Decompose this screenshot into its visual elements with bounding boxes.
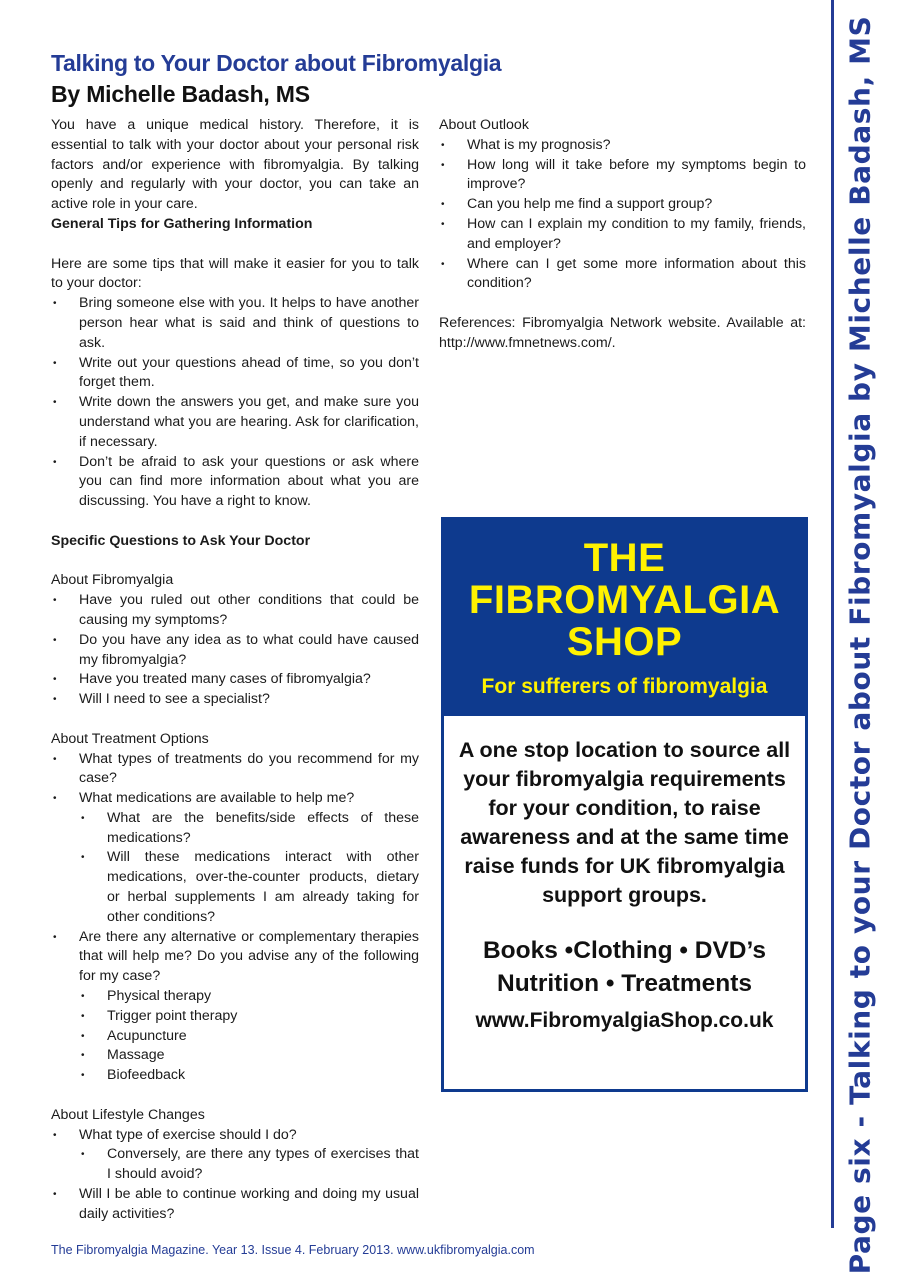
ad-title-line: SHOP — [566, 620, 683, 664]
left-column — [51, 116, 419, 1225]
list-item: • How long will it take before my symptoms begin to improve? — [439, 156, 806, 196]
ad-tagline: For sufferers of fibromyalgia — [481, 675, 768, 698]
references: References: Fibromyalgia Network website. Available at: http://www.fmnetnews.com/. — [439, 314, 806, 351]
ad-title-line: THE — [583, 536, 666, 580]
list-item: • Are there any alternative or complementary therapies that will help me? Do you advise any of the following for my case? — [51, 928, 419, 987]
tips-intro: Here are some tips that will make it easier for you to talk to your doctor: — [51, 255, 419, 292]
list-item: • Acupuncture — [79, 1027, 419, 1047]
tips-list — [51, 294, 419, 512]
about-treatment-heading: About Treatment Options — [51, 730, 209, 747]
sidebar-page-label: Page six - Talking to your Doctor about Fibromyalgia by Michelle Badash, MS — [843, 15, 877, 1275]
intro-paragraph: You have a unique medical history. Therefore, it is essential to talk with your doctor about your personal risk factors and/or experience with fibromyalgia. By talking openly and regularly with your doctor, you can take an active role in your care. — [51, 117, 419, 213]
list-item: • Do you have any idea as to what could have caused my fibromyalgia? — [51, 631, 419, 671]
fibromyalgia-shop-ad[interactable] — [441, 517, 808, 1092]
article-title: Talking to Your Doctor about Fibromyalgia — [51, 50, 502, 76]
list-item: • Have you treated many cases of fibromyalgia? — [51, 670, 419, 690]
list-item: • Massage — [79, 1046, 419, 1066]
page-footer: The Fibromyalgia Magazine. Year 13. Issue 4. February 2013. www.ukfibromyalgia.com — [51, 1243, 535, 1257]
ad-header — [441, 517, 808, 716]
list-item: • Can you help me find a support group? — [439, 195, 806, 215]
lifestyle-questions-2 — [51, 1185, 419, 1225]
list-item: • Bring someone else with you. It helps to have another person hear what is said and think of questions to ask. — [51, 294, 419, 353]
about-fibromyalgia-heading: About Fibromyalgia — [51, 572, 174, 589]
ad-title — [441, 517, 808, 663]
ad-body — [444, 716, 805, 1089]
therapy-question — [51, 928, 419, 987]
ad-title-line: FIBROMYALGIA — [468, 578, 781, 622]
list-item: • What are the benefits/side effects of these medications? — [79, 809, 419, 849]
ad-description: A one stop location to source all your fibromyalgia requirements for your condition, to raise awareness and at the same time raise funds for UK fibromyalgia support groups. — [458, 738, 791, 907]
fibromyalgia-questions — [51, 591, 419, 710]
list-item: • What type of exercise should I do? — [51, 1126, 419, 1146]
medication-subquestions — [51, 809, 419, 928]
list-item: • Biofeedback — [79, 1066, 419, 1086]
list-item: • Will I be able to continue working and doing my usual daily activities? — [51, 1185, 419, 1225]
about-lifestyle-heading: About Lifestyle Changes — [51, 1106, 205, 1123]
list-item: • Conversely, are there any types of exercises that I should avoid? — [79, 1145, 419, 1185]
ad-products-line: Nutrition • Treatments — [497, 970, 752, 997]
list-item: • What is my prognosis? — [439, 136, 806, 156]
right-column — [439, 116, 806, 354]
list-item: • Physical therapy — [79, 987, 419, 1007]
list-item: • Where can I get some more information about this condition? — [439, 255, 806, 295]
list-item: • Don’t be afraid to ask your questions or ask where you can find more information about what you are discussing. You have a right to know. — [51, 453, 419, 512]
about-outlook-heading: About Outlook — [439, 117, 529, 133]
list-item: • Write out your questions ahead of time, so you don’t forget them. — [51, 354, 419, 394]
ad-products — [444, 934, 805, 1000]
general-tips-heading: General Tips for Gathering Information — [51, 215, 313, 232]
list-item: • What types of treatments do you recommend for my case? — [51, 750, 419, 790]
list-item: • What medications are available to help me? — [51, 789, 419, 809]
outlook-questions — [439, 136, 806, 294]
treatment-questions — [51, 750, 419, 809]
list-item: • Will I need to see a specialist? — [51, 690, 419, 710]
list-item: • Will these medications interact with other medications, over-the-counter products, dietary or herbal supplements I am already taking for other conditions? — [79, 848, 419, 927]
lifestyle-questions — [51, 1126, 419, 1146]
ad-url-link[interactable]: www.FibromyalgiaShop.co.uk — [475, 1009, 774, 1032]
therapy-list — [51, 987, 419, 1086]
specific-questions-heading: Specific Questions to Ask Your Doctor — [51, 532, 311, 549]
list-item: • How can I explain my condition to my family, friends, and employer? — [439, 215, 806, 255]
ad-products-line: Books •Clothing • DVD’s — [482, 937, 767, 964]
sidebar-divider — [831, 0, 834, 1228]
article-byline: By Michelle Badash, MS — [51, 81, 310, 107]
list-item: • Write down the answers you get, and make sure you understand what you are hearing. Ask for clarification, if necessary. — [51, 393, 419, 452]
list-item: • Trigger point therapy — [79, 1007, 419, 1027]
exercise-subquestions — [51, 1145, 419, 1185]
list-item: • Have you ruled out other conditions that could be causing my symptoms? — [51, 591, 419, 631]
